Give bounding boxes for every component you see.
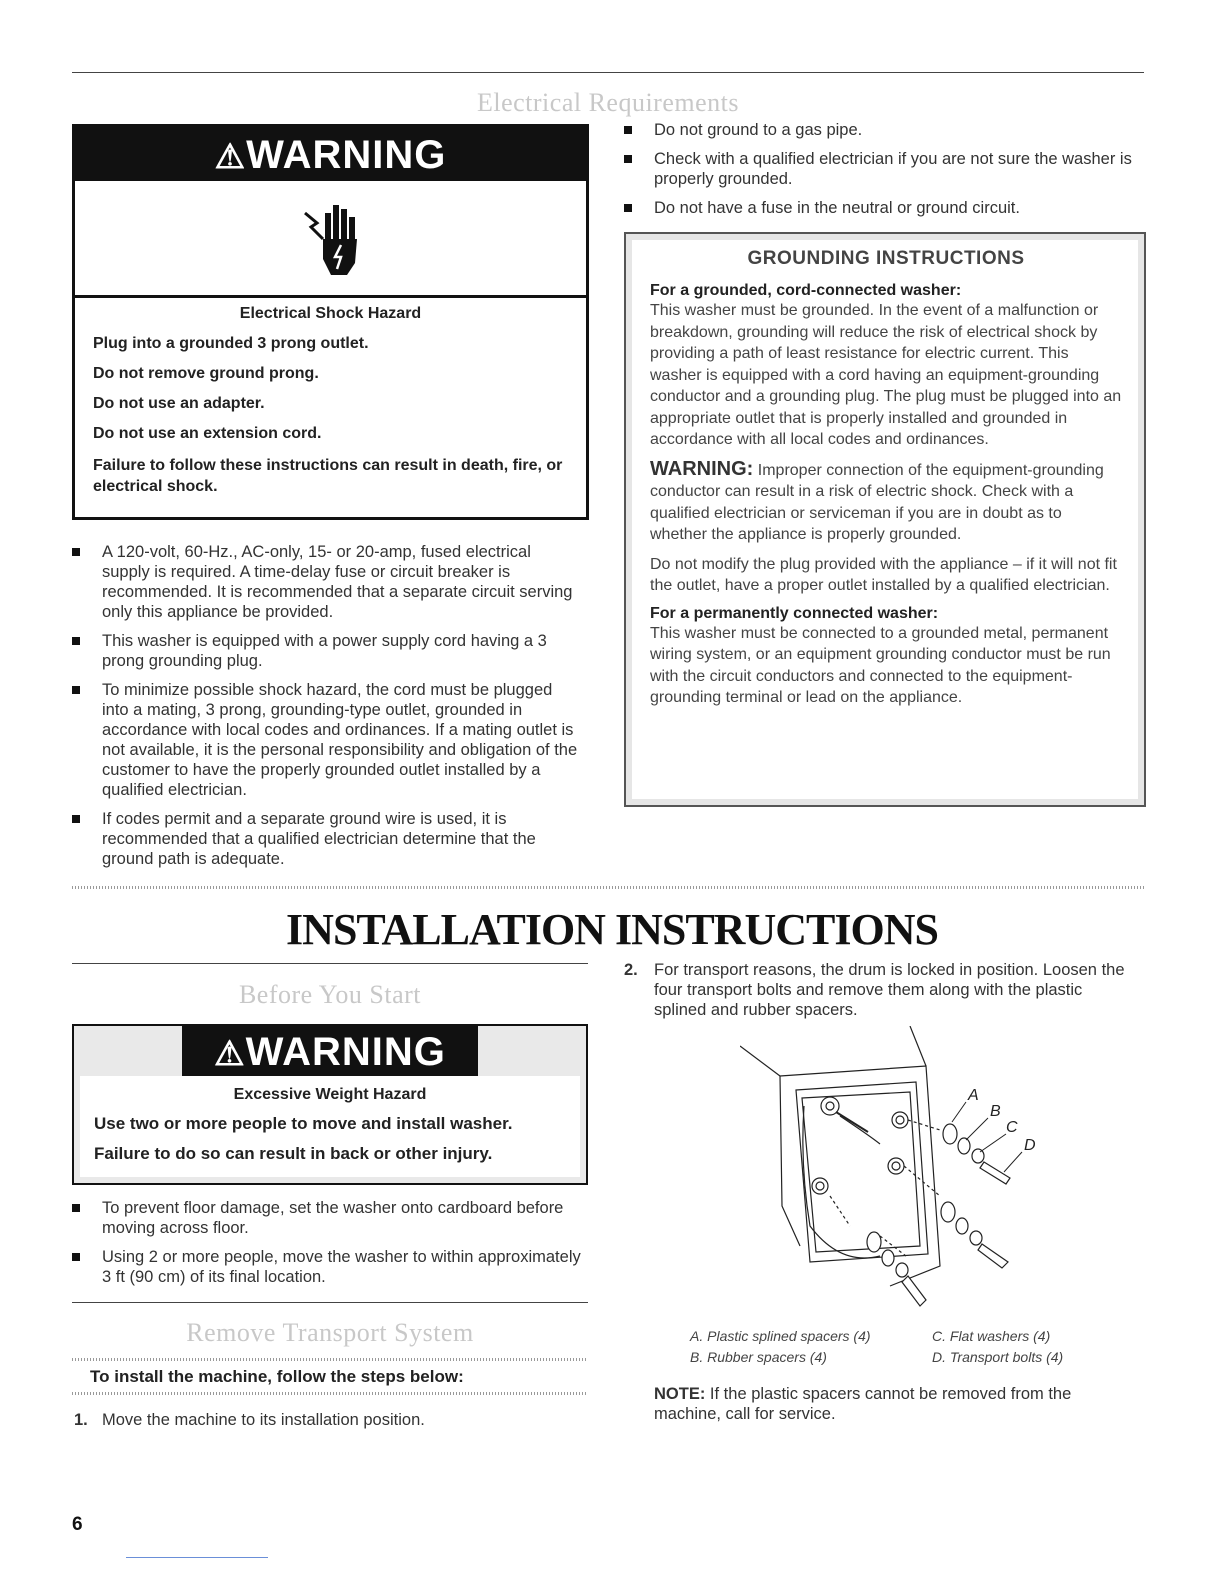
figure-label-d: D — [1024, 1137, 1036, 1154]
electrical-left-bullets — [72, 542, 582, 878]
page-number: 6 — [72, 1514, 83, 1535]
list-item: If codes permit and a separate ground wire is used, it is recommended that a qualified electrician determine that the ground path is adequate. — [72, 809, 582, 869]
grounding-warning-label: WARNING: — [650, 457, 754, 480]
steps-top-rule — [72, 1358, 588, 1361]
grounding-title: GROUNDING INSTRUCTIONS — [747, 248, 1025, 269]
bullet-square-icon — [624, 155, 632, 163]
warning-line: Failure to follow these instructions can result in death, fire, or electrical shock. — [93, 457, 563, 495]
electric-shock-hand-icon — [301, 199, 361, 279]
caption-b: B. Rubber spacers (4) — [690, 1349, 827, 1365]
list-item: A 120-volt, 60-Hz., AC-only, 15- or 20-amp, fused electrical supply is required. A time-delay fuse or circuit breaker is recommended. It is recommended that a separate circuit serving only this appliance be provided. — [72, 542, 582, 622]
bullet-square-icon — [72, 637, 80, 645]
step-1: 1. Move the machine to its installation position. — [74, 1411, 425, 1429]
electrical-warning-box — [72, 124, 589, 520]
note: NOTE: If the plastic spacers cannot be removed from the machine, call for service. — [654, 1385, 1072, 1423]
before-you-start-heading: Before You Start — [238, 980, 422, 1009]
bullet-square-icon — [72, 1253, 80, 1261]
warning-line: Do not remove ground prong. — [93, 365, 319, 382]
warning-triangle-icon: ⚠ — [214, 1035, 246, 1073]
caption-d: D. Transport bolts (4) — [932, 1349, 1064, 1365]
grounding-paragraph: This washer must be grounded. In the event of a malfunction or breakdown, grounding will reduce the risk of electrical shock by providing a path of least resistance for electric current. This washer is equipped with a cord having an equipment-grounding conductor and a grounding plug. The plug must be plugged into an appropriate outlet that is properly installed and grounded in accordance with all local codes and ordinances. — [650, 302, 1122, 448]
grounding-warning: WARNING: Improper connection of the equipment-grounding conductor can result in a risk of electric shock. Check with a qualified electrician or serviceman if you are in doubt as to whether the appliance is properly grounded. — [650, 457, 1104, 543]
list-item: Do not have a fuse in the neutral or ground circuit. — [624, 198, 1134, 218]
warning-line: Do not use an extension cord. — [93, 425, 322, 442]
warning-line: Do not use an adapter. — [93, 395, 265, 412]
figure-label-a: A — [968, 1087, 979, 1104]
bullet-square-icon — [72, 1204, 80, 1212]
electrical-requirements-heading: Electrical Requirements — [476, 88, 739, 117]
list-item: To minimize possible shock hazard, the cord must be plugged into a mating, 3 prong, grounding-type outlet, grounded in accordance with local codes and ordinances. If a mating outlet is not available, it is the personal responsibility and obligation of the customer to have the properly grounded outlet installed by a qualified electrician. — [72, 680, 582, 800]
step-2: 2. For transport reasons, the drum is locked in position. Loosen the four transport bolts and remove them along with the plastic splined and rubber spacers. — [624, 961, 1125, 1019]
remove-transport-heading: Remove Transport System — [186, 1318, 474, 1347]
steps-bottom-rule — [72, 1392, 588, 1395]
list-item: Check with a qualified electrician if you are not sure the washer is properly grounded. — [624, 149, 1134, 189]
bullet-square-icon — [624, 126, 632, 134]
grounding-plug-note: Do not modify the plug provided with the appliance – if it will not fit the outlet, have a proper outlet installed by a qualified electrician. — [650, 555, 1117, 594]
warning-line: Use two or more people to move and install washer. — [94, 1114, 513, 1133]
warning-triangle-icon: ⚠ — [214, 138, 247, 176]
bullet-square-icon — [624, 204, 632, 212]
warning-banner-text: WARNING — [246, 133, 447, 177]
step-number: 1. — [74, 1411, 88, 1429]
warning-banner — [182, 1026, 478, 1076]
warning-banner — [75, 127, 586, 181]
warning-line: Plug into a grounded 3 prong outlet. — [93, 335, 369, 352]
transport-bolts-figure — [740, 1026, 1060, 1316]
bullet-square-icon — [72, 548, 80, 556]
figure-label-b: B — [990, 1103, 1001, 1120]
note-label: NOTE: — [654, 1385, 706, 1403]
electrical-right-bullets — [624, 120, 1134, 227]
top-rule — [72, 72, 1144, 73]
grounding-subheading: For a grounded, cord-connected washer: — [650, 282, 962, 299]
list-item: Using 2 or more people, move the washer to within approximately 3 ft (90 cm) of its final location. — [72, 1247, 582, 1287]
hazard-title: Electrical Shock Hazard — [239, 305, 422, 322]
caption-a: A. Plastic splined spacers (4) — [690, 1328, 871, 1344]
grounding-instructions-box — [624, 232, 1146, 807]
list-item: This washer is equipped with a power supply cord having a 3 prong grounding plug. — [72, 631, 582, 671]
page-title: INSTALLATION INSTRUCTIONS — [286, 905, 938, 954]
bullet-square-icon — [72, 815, 80, 823]
shock-hazard-icon-area — [75, 181, 586, 298]
before-start-bullets — [72, 1198, 582, 1296]
list-item: Do not ground to a gas pipe. — [624, 120, 1134, 140]
weight-warning-box — [72, 1024, 588, 1185]
hazard-title: Excessive Weight Hazard — [233, 1086, 427, 1103]
warning-banner-text: WARNING — [245, 1030, 446, 1074]
footer-line — [126, 1557, 268, 1558]
step-number: 2. — [624, 961, 638, 979]
grounding-subheading: For a permanently connected washer: — [650, 604, 939, 622]
remove-transport-rule — [72, 1302, 588, 1303]
list-item: To prevent floor damage, set the washer onto cardboard before moving across floor. — [72, 1198, 582, 1238]
grounding-paragraph: This washer must be connected to a grounded metal, permanent wiring system, or an equipment grounding conductor must be run with the circuit conductors and connected to the equipment-grounding terminal or lead on the appliance. — [650, 624, 1111, 706]
before-start-rule — [72, 963, 588, 964]
caption-c: C. Flat washers (4) — [932, 1328, 1051, 1344]
warning-line: Failure to do so can result in back or other injury. — [94, 1144, 493, 1163]
section-divider — [72, 886, 1144, 889]
figure-label-c: C — [1006, 1119, 1018, 1136]
bullet-square-icon — [72, 686, 80, 694]
steps-intro: To install the machine, follow the steps below: — [90, 1367, 464, 1386]
